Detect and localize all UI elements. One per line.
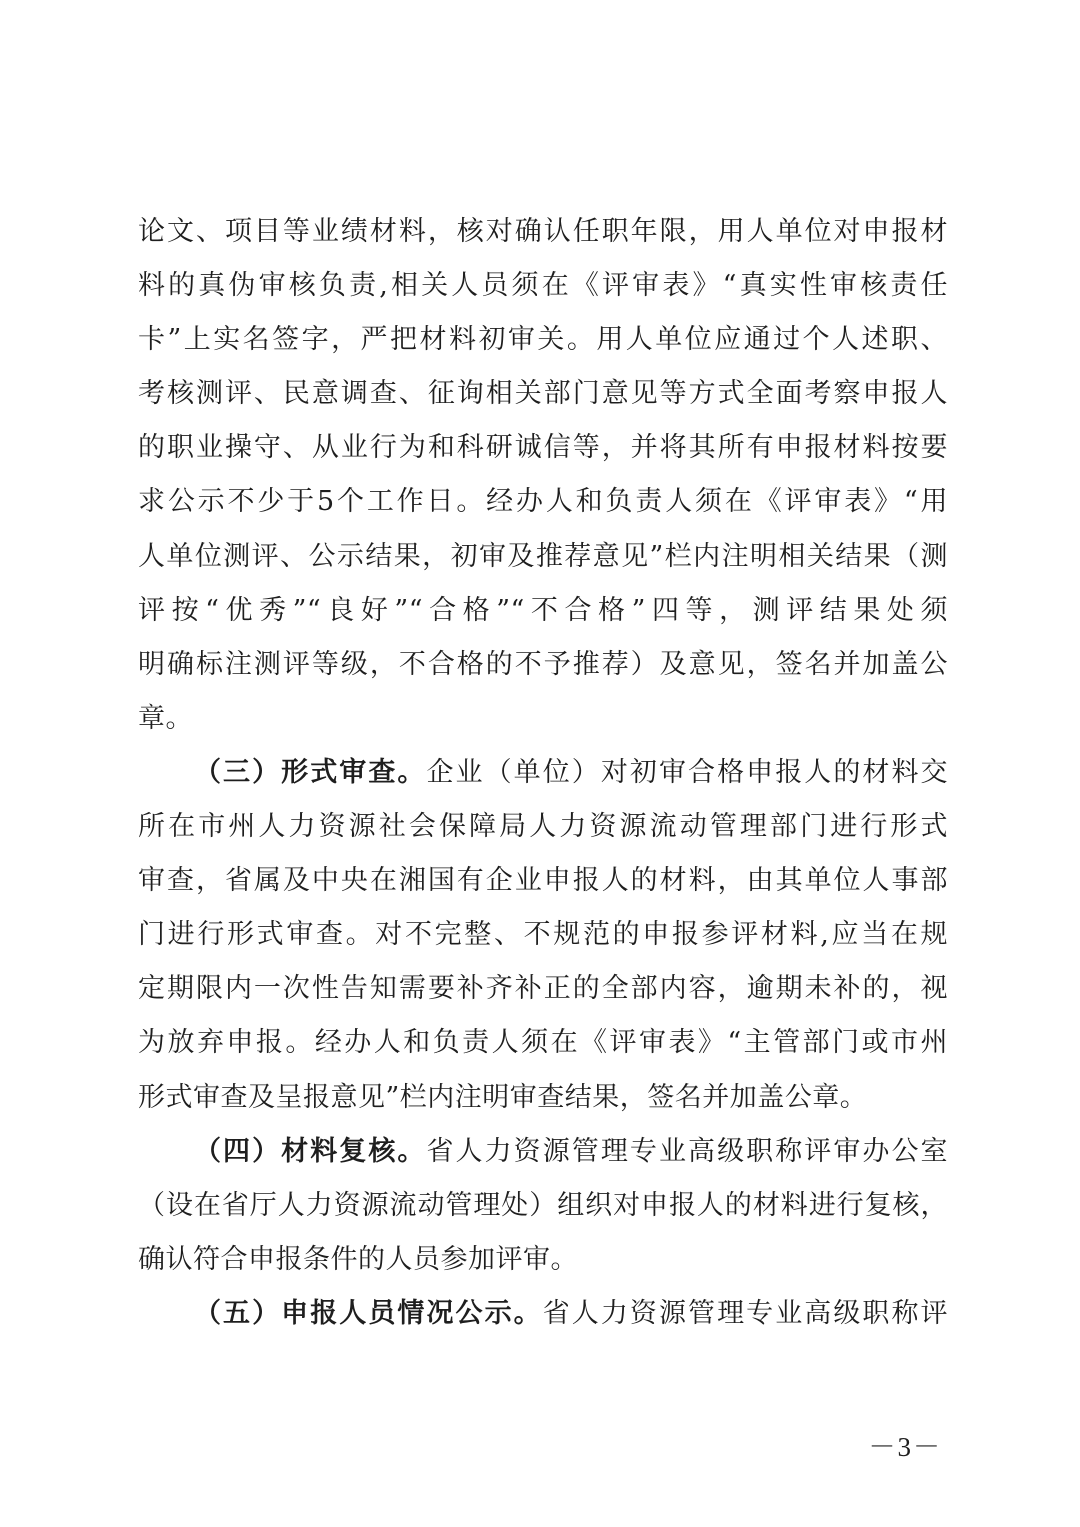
section-heading: （五）申报人员情况公示。 bbox=[194, 1297, 543, 1329]
text-line: 明确标注测评等级，不合格的不予推荐）及意见，签名并加盖公 bbox=[138, 648, 948, 680]
text-line bbox=[138, 746, 948, 800]
text-line: 卡”上实名签字，严把材料初审关。用人单位应通过个人述职、 bbox=[138, 324, 948, 356]
page-number: －3－ bbox=[868, 1432, 942, 1462]
paragraph-applicant-publicity bbox=[138, 1287, 948, 1341]
text-span: 省人力资源管理专业高级职称评 bbox=[542, 1297, 949, 1329]
text-line: 门进行形式审查。对不完整、不规范的申报参评材料,应当在规 bbox=[138, 919, 948, 951]
text-span: 企业（单位）对初审合格申报人的材料交 bbox=[426, 756, 949, 788]
text-line: 为放弃申报。经办人和负责人须在《评审表》“主管部门或市州 bbox=[138, 1027, 948, 1059]
paragraph-1 bbox=[138, 205, 948, 746]
text-line: 人单位测评、公示结果，初审及推荐意见”栏内注明相关结果（测 bbox=[138, 540, 948, 572]
text-line: 的职业操守、从业行为和科研诚信等，并将其所有申报材料按要 bbox=[138, 432, 948, 464]
section-heading: （四）材料复核。 bbox=[194, 1135, 427, 1167]
text-line: 形式审查及呈报意见”栏内注明审查结果，签名并加盖公章。 bbox=[138, 1081, 868, 1113]
text-line: （设在省厅人力资源流动管理处）组织对申报人的材料进行复核， bbox=[138, 1189, 948, 1221]
text-line: 考核测评、民意调查、征询相关部门意见等方式全面考察申报人 bbox=[138, 378, 948, 410]
text-line: 章。 bbox=[138, 702, 193, 734]
text-line: 审查，省属及中央在湘国有企业申报人的材料，由其单位人事部 bbox=[138, 865, 948, 897]
text-line: 评按“优秀”“良好”“合格”“不合格”四等，测评结果处须 bbox=[138, 594, 948, 626]
text-line: 确认符合申报条件的人员参加评审。 bbox=[138, 1243, 578, 1275]
text-line: 定期限内一次性告知需要补齐补正的全部内容，逾期未补的，视 bbox=[138, 973, 948, 1005]
section-heading: （三）形式审查。 bbox=[194, 756, 427, 788]
text-line: 料的真伪审核负责,相关人员须在《评审表》“真实性审核责任 bbox=[138, 270, 948, 302]
text-line: 论文、项目等业绩材料，核对确认任职年限，用人单位对申报材 bbox=[138, 216, 948, 247]
body-text bbox=[138, 205, 948, 1341]
paragraph-material-recheck bbox=[138, 1125, 948, 1287]
text-line bbox=[138, 1125, 948, 1179]
paragraph-formal-review bbox=[138, 746, 948, 1125]
text-line bbox=[138, 1287, 948, 1341]
text-line: 求公示不少于5个工作日。经办人和负责人须在《评审表》“用 bbox=[138, 486, 948, 518]
text-span: 省人力资源管理专业高级职称评审办公室 bbox=[426, 1135, 949, 1167]
text-line: 所在市州人力资源社会保障局人力资源流动管理部门进行形式 bbox=[138, 811, 948, 843]
